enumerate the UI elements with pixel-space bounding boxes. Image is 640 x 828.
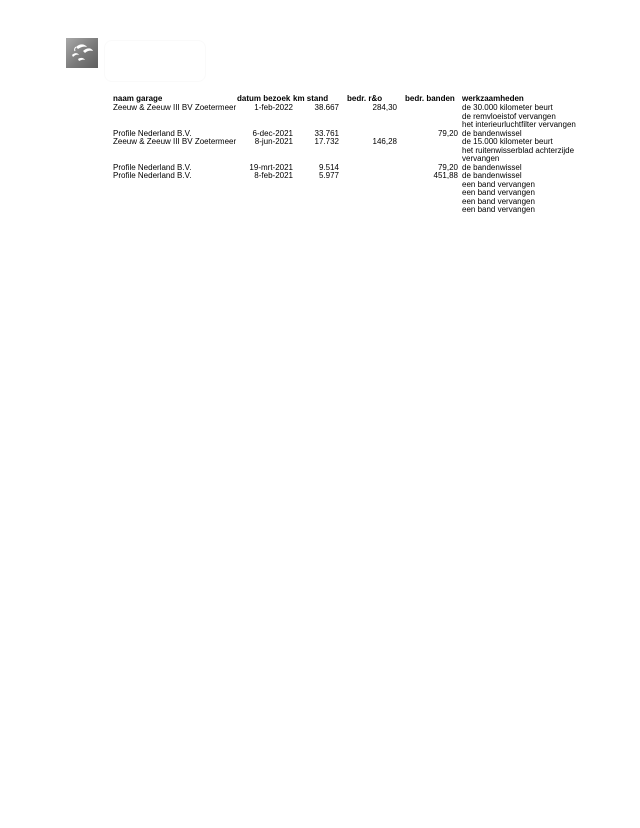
work-item: de 30.000 kilometer beurt xyxy=(462,103,553,112)
work-item: een band vervangen xyxy=(462,205,535,214)
maintenance-history-table xyxy=(113,95,592,215)
cell-date: 8-feb-2021 xyxy=(254,171,293,180)
header-work: werkzaamheden xyxy=(462,94,524,103)
cell-tyre-amount xyxy=(405,138,458,164)
cell-km: 9.514 xyxy=(318,162,339,172)
work-item: een band vervangen xyxy=(462,188,535,197)
header-garage: naam garage xyxy=(113,94,163,103)
cell-work xyxy=(458,104,592,130)
header-ro-amount: bedr. r&o xyxy=(347,94,383,103)
header-date: datum bezoek xyxy=(237,94,291,103)
cell-km: 38.667 xyxy=(314,103,339,112)
work-item: een band vervangen xyxy=(462,196,535,206)
cell-garage: Zeeuw & Zeeuw III BV Zoetermeer xyxy=(113,137,237,146)
cell-tyre-amount xyxy=(405,104,458,130)
cell-tyre-amount: 79,20 xyxy=(437,128,458,138)
work-item: de bandenwissel xyxy=(462,171,522,180)
cell-garage: Profile Nederland B.V. xyxy=(113,162,192,172)
cell-date: 19-mrt-2021 xyxy=(249,162,293,172)
logo-watermark xyxy=(104,40,206,82)
cell-tyre-amount: 79,20 xyxy=(437,162,458,172)
header-tyre-amount: bedr. banden xyxy=(405,94,455,103)
cell-garage: Profile Nederland B.V. xyxy=(113,128,192,138)
cell-tyre-amount: 451,88 xyxy=(433,171,458,180)
work-item: de bandenwissel xyxy=(462,162,522,172)
cell-km: 5.977 xyxy=(318,171,339,180)
work-item: het ruitenwisserblad achterzijde xyxy=(462,145,575,155)
cell-km: 33.761 xyxy=(314,128,339,138)
table-row xyxy=(113,172,592,215)
header-km: km stand xyxy=(293,94,329,103)
cell-ro-amount xyxy=(347,164,405,173)
cell-ro-amount xyxy=(347,172,405,215)
work-item: de bandenwissel xyxy=(462,128,522,138)
cell-garage: Zeeuw & Zeeuw III BV Zoetermeer xyxy=(113,103,237,112)
cell-date: 6-dec-2021 xyxy=(252,128,293,138)
work-item: vervangen xyxy=(462,154,500,163)
work-item: de 15.000 kilometer beurt xyxy=(462,137,553,146)
cell-ro-amount: 146,28 xyxy=(372,137,397,146)
table-row xyxy=(113,138,592,164)
cell-km: 17.732 xyxy=(314,137,339,146)
cell-ro-amount: 284,30 xyxy=(372,103,397,112)
cell-date: 1-feb-2022 xyxy=(254,103,293,112)
bird-logo-icon xyxy=(66,38,98,68)
cell-date: 8-jun-2021 xyxy=(254,137,293,146)
work-item: het interieurluchtfilter vervangen xyxy=(462,120,576,129)
cell-garage: Profile Nederland B.V. xyxy=(113,171,192,180)
work-item: de remvloeistof vervangen xyxy=(462,111,556,121)
cell-work xyxy=(458,138,592,164)
work-item: een band vervangen xyxy=(462,179,535,189)
table-row xyxy=(113,104,592,130)
cell-work xyxy=(458,172,592,215)
